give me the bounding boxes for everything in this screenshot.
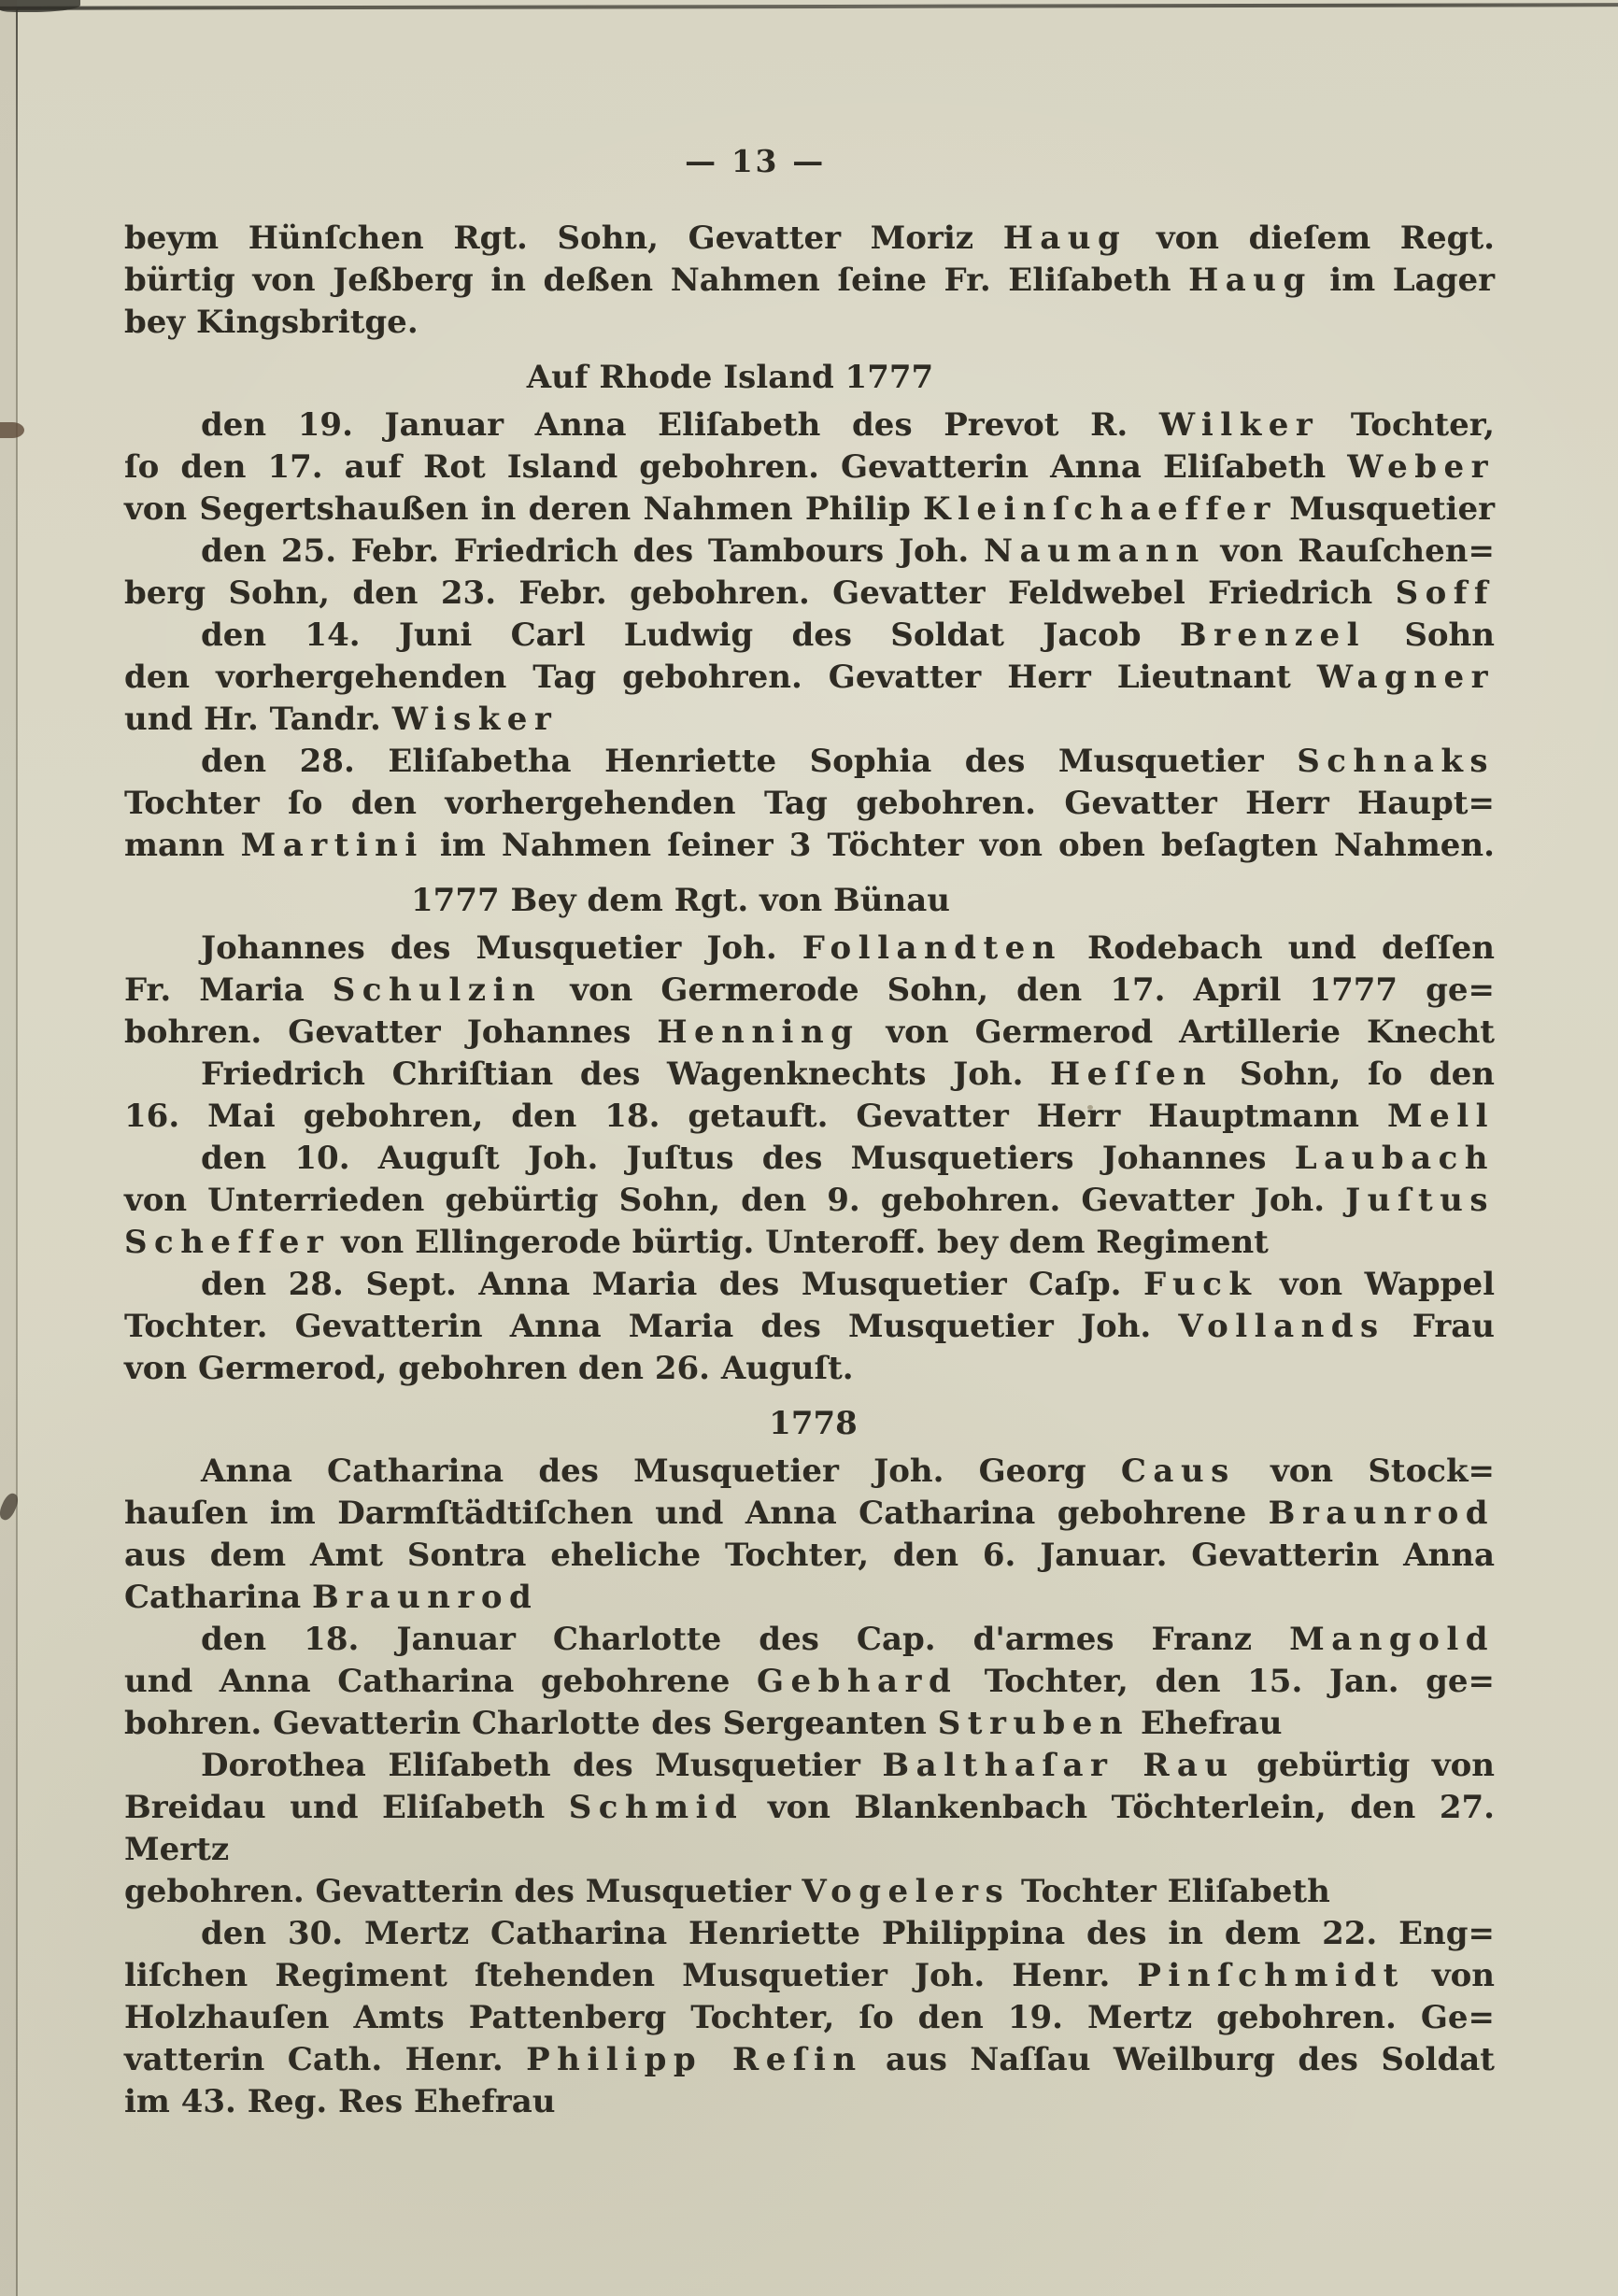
text-segment: ſo den 17. auf Rot Island gebohren. Gevatterin Anna Eliſabeth: [124, 448, 1348, 486]
text-segment: liſchen Regiment ſtehenden Musquetier Joh. Henr.: [124, 1957, 1138, 1994]
register-text-line: [124, 1180, 1495, 1222]
register-text-line: [124, 657, 1495, 699]
page-content: [124, 218, 1495, 2123]
text-segment: von Ellingerode bürtig. Unteroff. bey dem Regiment: [330, 1224, 1269, 1261]
register-text-line: [124, 1913, 1495, 1955]
text-segment: Friedrich Chriſtian des Wagenknechts Joh.: [201, 1056, 1051, 1093]
text-segment: von Segertshaußen in deren Nahmen Philip: [124, 490, 923, 528]
page-number-header: — 13 —: [685, 143, 826, 179]
text-segment: den 10. Auguſt Joh. Juſtus des Musquetiers Johannes: [201, 1140, 1295, 1177]
text-segment: den vorhergehenden Tag gebohren. Gevatter Herr Lieutnant: [124, 659, 1317, 696]
gesperrt-name: Vollands: [1178, 1308, 1385, 1345]
text-segment: aus Naſſau Weilburg des Soldat: [862, 2041, 1495, 2078]
register-text-line: [124, 615, 1495, 657]
gesperrt-name: Weber: [1347, 448, 1495, 486]
text-segment: im 43. Reg. Res Ehefrau: [124, 2083, 556, 2120]
gesperrt-name: Braunrod: [1268, 1495, 1495, 1532]
register-text-line: [124, 1054, 1495, 1096]
text-segment: den 18. Januar Charlotte des Cap. d'armes Franz: [201, 1621, 1290, 1658]
register-text-line: [124, 1012, 1495, 1054]
register-text-line: [124, 1661, 1495, 1703]
text-segment: von Rauſchen=: [1205, 532, 1495, 570]
register-text-line: [124, 1577, 1495, 1619]
gesperrt-name: Mangold: [1289, 1621, 1495, 1658]
text-segment: den 14. Juni Carl Ludwig des Soldat Jacob: [201, 617, 1180, 654]
text-segment: bohren. Gevatterin Charlotte des Sergeanten: [124, 1705, 938, 1742]
gesperrt-name: Wilker: [1158, 406, 1320, 444]
gesperrt-name: Wagner: [1316, 659, 1495, 696]
gesperrt-name: Schulzin: [332, 971, 543, 1009]
text-segment: den 19. Januar Anna Eliſabeth des Prevot R.: [201, 406, 1159, 444]
text-segment: und Anna Catharina gebohrene: [124, 1663, 757, 1700]
text-segment: bohren. Gevatter Johannes: [124, 1013, 658, 1051]
gesperrt-name: Fuck: [1143, 1266, 1258, 1303]
gesperrt-name: Naumann: [984, 532, 1206, 570]
gesperrt-name: Gebhard: [756, 1663, 958, 1700]
text-segment: von Wappel: [1257, 1266, 1496, 1303]
section-heading: 1778: [769, 1405, 858, 1442]
register-text-line: [124, 260, 1495, 302]
register-text-line: [124, 489, 1495, 531]
text-segment: Rodebach und deſſen: [1061, 929, 1496, 967]
text-segment: im Lager: [1312, 262, 1496, 299]
gesperrt-name: Schnaks: [1297, 743, 1495, 780]
register-text-line: [124, 1871, 1495, 1913]
text-segment: Ehefrau: [1129, 1705, 1283, 1742]
text-segment: Tochter, den 15. Jan. ge=: [958, 1663, 1496, 1700]
register-text-line: [124, 1451, 1495, 1493]
gesperrt-name: Martini: [240, 827, 424, 864]
text-segment: beym Hünſchen Rgt. Sohn, Gevatter Moriz: [124, 220, 1003, 257]
text-segment: den 28. Eliſabetha Henriette Sophia des Musquetier: [201, 743, 1298, 780]
text-segment: Catharina: [124, 1579, 312, 1616]
register-text-line: [124, 699, 1495, 741]
gesperrt-name: Haug: [1188, 262, 1313, 299]
gesperrt-name: Vogelers: [802, 1873, 1011, 1910]
register-text-line: [124, 825, 1495, 867]
page-text-block: [124, 140, 1495, 2123]
text-segment: Musquetier: [1276, 490, 1495, 528]
text-segment: Fr. Maria: [124, 971, 333, 1009]
text-segment: Tochter ſo den vorhergehenden Tag gebohren. Gevatter Herr Haupt=: [124, 785, 1495, 822]
register-text-line: [124, 1703, 1495, 1745]
text-segment: Anna Catharina des Musquetier Joh. Georg: [201, 1453, 1121, 1490]
gesperrt-name: Struben: [937, 1705, 1130, 1742]
gesperrt-name: Follandten: [802, 929, 1062, 967]
gesperrt-name: Henning: [657, 1013, 860, 1051]
page-top-scan-edge: [0, 3, 1618, 10]
register-text-line: [124, 446, 1495, 489]
gesperrt-name: Wisker: [391, 701, 559, 738]
gesperrt-name: Schmid: [568, 1789, 745, 1826]
text-segment: gebohren. Gevatterin des Musquetier: [124, 1873, 802, 1910]
text-segment: im Nahmen ſeiner 3 Töchter von oben beſagten Nahmen.: [423, 827, 1495, 864]
register-text-line: [124, 1306, 1495, 1348]
gesperrt-name: Soff: [1395, 574, 1495, 612]
register-text-line: [124, 1264, 1495, 1306]
gesperrt-name: Balthaſar Rau: [882, 1747, 1235, 1784]
text-segment: von Unterrieden gebürtig Sohn, den 9. gebohren. Gevatter Joh.: [124, 1182, 1346, 1219]
register-text-line: [124, 1222, 1495, 1264]
gesperrt-name: Haug: [1002, 220, 1128, 257]
register-text-line: [124, 2081, 1495, 2123]
gesperrt-name: Mell: [1386, 1098, 1495, 1135]
text-segment: Holzhauſen Amts Pattenberg Tochter, ſo den 19. Mertz gebohren. Ge=: [124, 1999, 1495, 2036]
text-segment: von Germerode Sohn, den 17. April 1777 ge=: [542, 971, 1495, 1009]
register-text-line: [124, 531, 1495, 573]
text-segment: Tochter,: [1319, 406, 1495, 444]
section-heading: Auf Rhode Island 1777: [526, 359, 934, 396]
text-segment: von Blankenbach Töchterlein, den 27. Mertz: [124, 1789, 1496, 1868]
register-text-line: [124, 1619, 1495, 1661]
text-segment: von dieſem Regt.: [1127, 220, 1496, 257]
text-segment: Dorothea Eliſabeth des Musquetier: [201, 1747, 883, 1784]
register-text-line: [124, 1096, 1495, 1138]
text-segment: bey Kingsbritge.: [124, 304, 419, 341]
text-segment: 16. Mai gebohren, den 18. getauft. Gevatter Herr Hauptmann: [124, 1098, 1387, 1135]
register-text-line: [124, 573, 1495, 615]
text-segment: aus dem Amt Sontra eheliche Tochter, den 6. Januar. Gevatterin Anna: [124, 1537, 1495, 1574]
text-segment: bürtig von Jeßberg in deßen Nahmen ſeine Fr. Eliſabeth: [124, 262, 1189, 299]
gesperrt-name: Caus: [1120, 1453, 1236, 1490]
text-segment: Tochter Eliſabeth: [1010, 1873, 1330, 1910]
page-fold-line: [16, 9, 18, 2296]
register-text-line: [124, 1138, 1495, 1180]
register-text-line: [124, 1955, 1495, 1997]
gesperrt-name: Braunrod: [311, 1579, 539, 1616]
text-segment: den 25. Febr. Friedrich des Tambours Joh.: [201, 532, 985, 570]
gesperrt-name: Philipp Reſin: [526, 2041, 863, 2078]
register-text-line: [124, 970, 1495, 1012]
text-segment: von Germerod Artillerie Knecht: [859, 1013, 1496, 1051]
paper-speck: [0, 422, 24, 438]
gesperrt-name: Laubach: [1294, 1140, 1495, 1177]
register-text-line: [124, 928, 1495, 970]
text-segment: mann: [124, 827, 241, 864]
section-heading: 1777 Bey dem Rgt. von Bünau: [411, 882, 950, 919]
text-segment: den 30. Mertz Catharina Henriette Philippina des in dem 22. Eng=: [201, 1915, 1495, 1952]
text-segment: hauſen im Darmſtädtiſchen und Anna Catharina gebohrene: [124, 1495, 1269, 1532]
text-segment: gebürtig von: [1234, 1747, 1495, 1784]
gesperrt-name: Juſtus: [1345, 1182, 1495, 1219]
gesperrt-name: Scheffer: [124, 1224, 331, 1261]
register-text-line: [124, 741, 1495, 783]
text-segment: vatterin Cath. Henr.: [124, 2041, 527, 2078]
text-segment: den 28. Sept. Anna Maria des Musquetier Caſp.: [201, 1266, 1143, 1303]
register-text-line: [124, 404, 1495, 446]
register-text-line: [124, 302, 1495, 344]
text-segment: Tochter. Gevatterin Anna Maria des Musquetier Joh.: [124, 1308, 1179, 1345]
register-text-line: [124, 1493, 1495, 1535]
text-segment: Sohn, ſo den: [1213, 1056, 1495, 1093]
text-segment: von: [1404, 1957, 1495, 1994]
text-segment: berg Sohn, den 23. Febr. gebohren. Gevatter Feldwebel Friedrich: [124, 574, 1396, 612]
text-segment: von Germerod, gebohren den 26. Auguſt.: [124, 1350, 854, 1387]
register-text-line: [124, 1535, 1495, 1577]
register-text-line: [124, 218, 1495, 260]
register-text-line: [124, 1745, 1495, 1787]
register-text-line: [124, 1997, 1495, 2039]
text-segment: Frau: [1384, 1308, 1495, 1345]
register-text-line: [124, 783, 1495, 825]
page-gutter-shade: [0, 0, 17, 2296]
gesperrt-name: Kleinſchaeffer: [922, 490, 1277, 528]
register-text-line: [124, 2039, 1495, 2081]
text-segment: und Hr. Tandr.: [124, 701, 392, 738]
text-segment: Johannes des Musquetier Joh.: [201, 929, 802, 967]
register-text-line: [124, 1348, 1495, 1390]
gesperrt-name: Pinſchmidt: [1137, 1957, 1405, 1994]
text-segment: Breidau und Eliſabeth: [124, 1789, 569, 1826]
register-text-line: [124, 1787, 1495, 1871]
text-segment: Sohn: [1366, 617, 1495, 654]
gesperrt-name: Brenzel: [1179, 617, 1367, 654]
text-segment: von Stock=: [1235, 1453, 1496, 1490]
gesperrt-name: Heſſen: [1050, 1056, 1214, 1093]
